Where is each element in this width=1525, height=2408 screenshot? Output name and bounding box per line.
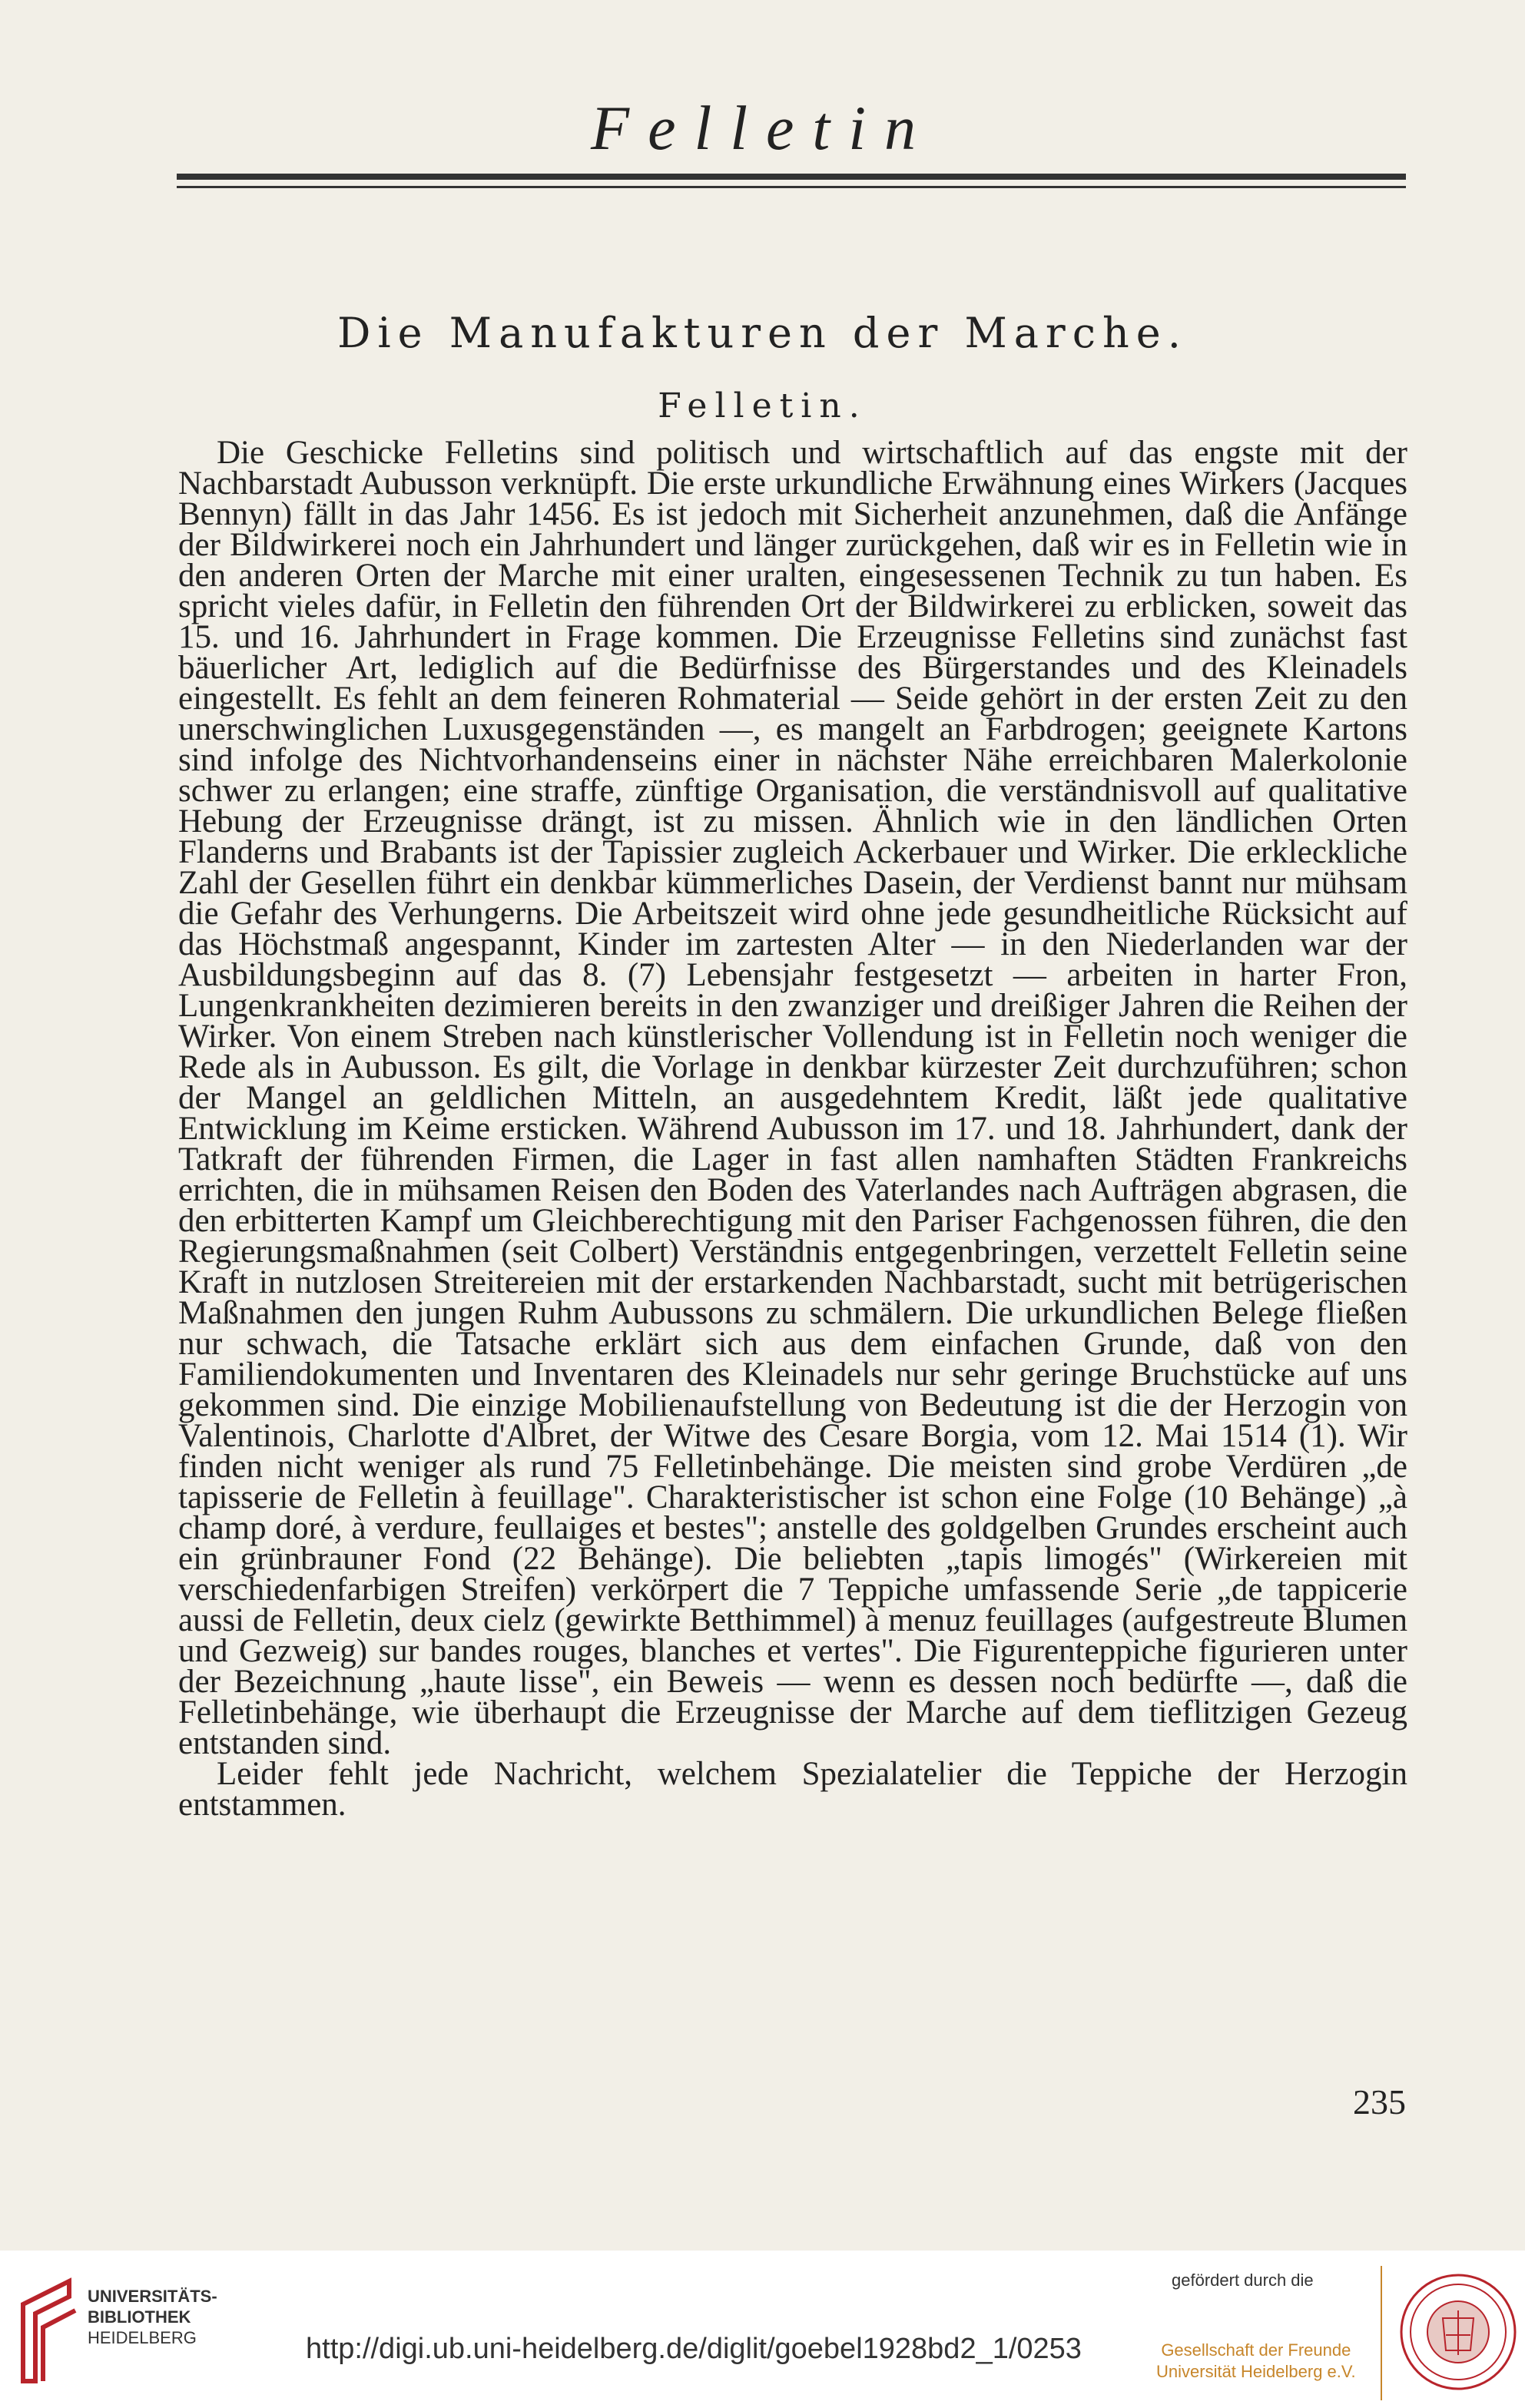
running-head: Felletin	[590, 93, 934, 163]
header-rule-thick	[177, 174, 1406, 180]
library-name-line1: UNIVERSITÄTS-	[88, 2287, 217, 2306]
chapter-title: Die Manufakturen der Marche.	[337, 309, 1188, 357]
sponsor-name-line1: Gesellschaft der Freunde	[1161, 2340, 1351, 2360]
header-rule-thin	[177, 186, 1406, 188]
university-seal-icon	[1397, 2264, 1520, 2399]
sponsor-divider	[1381, 2266, 1382, 2400]
paragraph-2: Leider fehlt jede Nachricht, welchem Spezialatelier die Teppiche der Herzogin entstammen.	[178, 1756, 1407, 1823]
library-name	[88, 2286, 217, 2348]
library-name-line2: BIBLIOTHEK	[88, 2307, 191, 2327]
library-city: HEIDELBERG	[88, 2328, 197, 2347]
body-text	[178, 435, 1407, 1823]
section-title: Felletin.	[658, 386, 867, 426]
sponsor-name	[1156, 2340, 1356, 2383]
page-number: 235	[1353, 2082, 1406, 2121]
permalink-url[interactable]: http://digi.ub.uni-heidelberg.de/diglit/goebel1928bd2_1/0253	[306, 2333, 1082, 2365]
sponsor-caption: gefördert durch die	[1172, 2271, 1314, 2290]
paragraph-1: Die Geschicke Felletins sind politisch und wirtschaftlich auf das engste mit der Nachbarstadt Aubusson verknüpft. Die erste urkundliche Erwähnung eines Wirkers (Jacques Bennyn) fällt in das Jahr 1456. Es ist jedoch mit Sicherheit anzunehmen, daß die Anfänge der Bildwirkerei noch ein Jahrhundert und länger zurückgehen, daß wir es in Felletin wie in den anderen Orten der Marche mit einer uralten, eingesessenen Technik zu tun haben. Es spricht vieles dafür, in Felletin den führenden Ort der Bildwirkerei zu erblicken, soweit das 15. und 16. Jahrhundert in Frage kommen. Die Erzeugnisse Felletins sind zunächst fast bäuerlicher Art, lediglich auf die Bedürfnisse des Bürgerstandes und des Kleinadels eingestellt. Es fehlt an dem feineren Rohmaterial — Seide gehört in der ersten Zeit zu den unerschwinglichen Luxusgegenständen —, es mangelt an Farbdrogen; geeignete Kartons sind infolge des Nichtvorhandenseins einer in nächster Nähe erreichbaren Malerkolonie schwer zu erlangen; eine straffe, zünftige Organisation, die verständnisvoll auf qualitative Hebung der Erzeugnisse drängt, ist zu missen. Ähnlich wie in den ländlichen Orten Flanderns und Brabants ist der Tapissier zugleich Ackerbauer und Wirker. Die erkleckliche Zahl der Gesellen führt ein denkbar kümmerliches Dasein, der Verdienst bannt nur mühsam die Gefahr des Verhungerns. Die Arbeitszeit wird ohne jede gesundheitliche Rücksicht auf das Höchstmaß angespannt, Kinder im zartesten Alter — in den Niederlanden war der Ausbildungsbeginn auf das 8. (7) Lebensjahr festgesetzt — arbeiten in harter Fron, Lungenkrankheiten dezimieren bereits in den zwanziger und dreißiger Jahren die Reihen der Wirker. Von einem Streben nach künstlerischer Vollendung ist in Felletin noch weniger die Rede als in Aubusson. Es gilt, die Vorlage in denkbar kürzester Zeit durchzuführen; schon der Mangel an geldlichen Mitteln, an ausgedehntem Kredit, läßt jede qualitative Entwicklung im Keime ersticken. Während Aubusson im 17. und 18. Jahrhundert, dank der Tatkraft der führenden Firmen, die Lager in fast allen namhaften Städten Frankreichs errichten, die in mühsamen Reisen den Boden des Vaterlandes nach Aufträgen abgrasen, die den erbitterten Kampf um Gleichberechtigung mit den Pariser Fachgenossen führen, die den Regierungsmaßnahmen (seit Colbert) Verständnis entgegenbringen, verzettelt Felletin seine Kraft in nutzlosen Streitereien mit der erstarkenden Nachbarstadt, sucht mit betrügerischen Maßnahmen den jungen Ruhm Aubussons zu schmälern. Die urkundlichen Belege fließen nur schwach, die Tatsache erklärt sich aus dem einfachen Grunde, daß von den Familiendokumenten und Inventaren des Kleinadels nur sehr geringe Bruchstücke auf uns gekommen sind. Die einzige Mobilienaufstellung von Bedeutung ist die der Herzogin von Valentinois, Charlotte d'Albret, der Witwe des Cesare Borgia, vom 12. Mai 1514 (1). Wir finden nicht weniger als rund 75 Felletinbehänge. Die meisten sind grobe Verdüren „de tapisserie de Felletin à feuillage". Charakteristischer ist schon eine Folge (10 Behänge) „à champ doré, à verdure, feullaiges et bestes"; anstelle des goldgelben Grundes erscheint auch ein grünbrauner Fond (22 Behänge). Die beliebten „tapis limogés" (Wirkereien mit verschiedenfarbigen Streifen) verkörpert die 7 Teppiche umfassende Serie „de tappicerie aussi de Felletin, deux cielz (gewirkte Betthimmel) à menuz feuillages (aufgestreute Blumen und Gezweig) sur bandes rouges, blanches et vertes". Die Figurenteppiche figurieren unter der Bezeichnung „haute lisse", ein Beweis — wenn es dessen noch bedürfte —, daß die Felletinbehänge, wie überhaupt die Erzeugnisse der Marche auf dem tieflitzigen Gezeug entstanden sind.	[178, 435, 1407, 1761]
sponsor-name-line2: Universität Heidelberg e.V.	[1156, 2362, 1356, 2381]
library-logo-icon	[15, 2274, 83, 2389]
